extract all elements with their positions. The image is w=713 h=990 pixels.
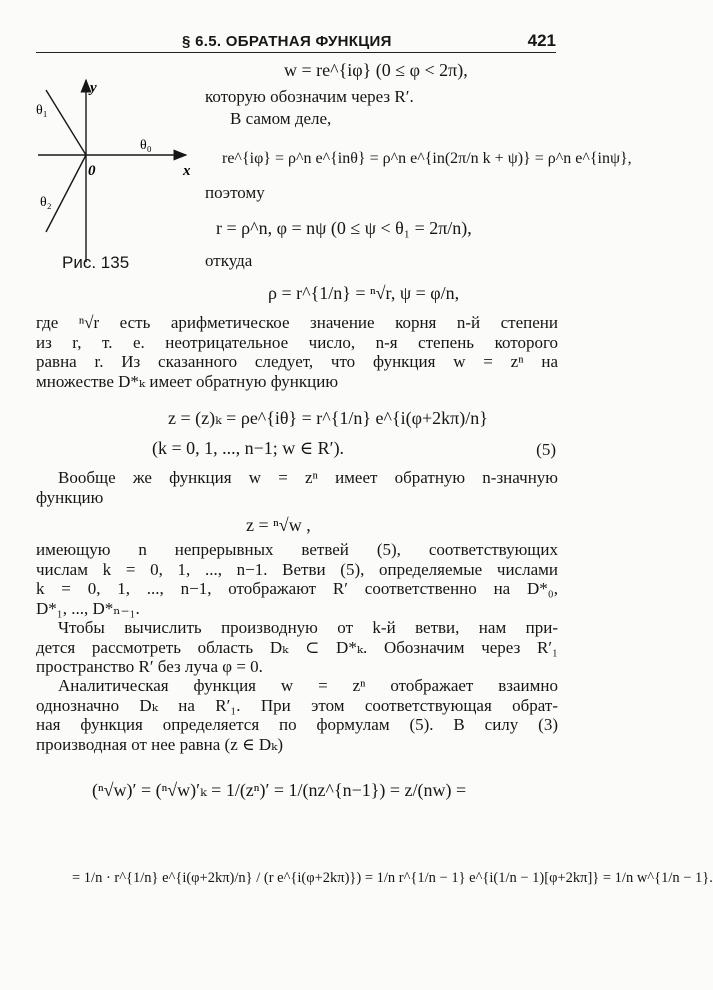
- equation-derivative-2: = 1/n · r^{1/n} e^{i(φ+2kπ)/n} / (r e^{i(φ+2kπ)}) = 1/n r^{1/n − 1} e^{i(1/n − 1)[φ+2kπ]} = 1/n w^{1/n − 1}.: [72, 870, 713, 886]
- text-therefore: поэтому: [205, 183, 265, 202]
- paragraph-3-line: имеющую n непрерывных ветвей (5), соответствующих: [36, 540, 558, 559]
- text-which: которую обозначим через R′.: [205, 87, 414, 106]
- equation-5-a: z = (z)ₖ = ρe^{iθ} = r^{1/n} e^{i(φ+2kπ)/n}: [168, 408, 488, 428]
- equation-5-b: (k = 0, 1, ..., n−1; w ∈ R′).: [152, 438, 345, 458]
- paragraph-2-line: Вообще же функция w = zⁿ имеет обратную n-значную: [58, 468, 558, 487]
- paragraph-1-line: из r, т. е. неотрицательное число, n-я степень которого: [36, 332, 558, 352]
- figure-135: [28, 72, 203, 277]
- paragraph-2: [36, 468, 558, 507]
- paragraph-3-line: D*₁, ..., D*ₙ₋₁.: [36, 598, 140, 618]
- paragraph-1-line: множестве D*ₖ имеет обратную функцию: [36, 371, 339, 391]
- paragraph-4: [36, 618, 558, 677]
- paragraph-5-line: Аналитическая функция w = zⁿ отображает взаимно: [58, 676, 558, 695]
- ray-theta1: [46, 90, 86, 155]
- paragraph-5-line: ная функция определяется по формулам (5). В силу (3): [36, 715, 558, 734]
- figure-135-diagram: [28, 72, 203, 277]
- equation-w: [284, 60, 468, 81]
- text-whence: откуда: [205, 251, 253, 270]
- paragraph-1-line: равна r. Из сказанного следует, что функция w = zⁿ на: [36, 352, 558, 371]
- equation-root: z = ⁿ√w ,: [246, 515, 311, 535]
- ray-theta2: [46, 155, 86, 232]
- paragraph-4-line: Чтобы вычислить производную от k-й ветви, нам при-: [58, 618, 558, 637]
- paragraph-3-line: числам k = 0, 1, ..., n−1. Ветви (5), определяемые числами: [36, 559, 558, 579]
- theta2-label: θ₂: [40, 195, 52, 210]
- text-indeed: В самом деле,: [230, 109, 332, 128]
- running-header: [36, 30, 556, 53]
- y-label: y: [90, 80, 97, 96]
- origin-label: 0: [88, 163, 96, 179]
- paragraph-3: [36, 540, 558, 618]
- equation-rho: ρ = r^{1/n} = ⁿ√r, ψ = φ/n,: [268, 283, 460, 303]
- paragraph-5-line: производная от нее равна (z ∈ Dₖ): [36, 734, 283, 754]
- equation-w-text: w = re^{iφ} (0 ≤ φ < 2π),: [284, 60, 468, 80]
- theta1-label: θ₁: [36, 103, 48, 118]
- paragraph-5-line: однозначно Dₖ на R′₁. При этом соответствующая обрат-: [36, 695, 558, 715]
- x-label: x: [183, 163, 191, 179]
- equation-r: r = ρ^n, φ = nψ (0 ≤ ψ < θ₁ = 2π/n),: [216, 218, 472, 238]
- theta0-label: θ₀: [140, 138, 152, 153]
- paragraph-4-line: пространство R′ без луча φ = 0.: [36, 657, 263, 676]
- page-number: 421: [527, 31, 556, 50]
- figure-caption: Рис. 135: [62, 253, 130, 272]
- paragraph-4-line: дется рассмотреть область Dₖ ⊂ D*ₖ. Обозначим через R′₁: [36, 637, 558, 657]
- paragraph-5: [36, 676, 558, 754]
- equation-derivative-1: (ⁿ√w)′ = (ⁿ√w)′ₖ = 1/(zⁿ)′ = 1/(nz^{n−1}) = z/(nw) =: [92, 780, 467, 800]
- equation-re: re^{iφ} = ρ^n e^{inθ} = ρ^n e^{in(2π/n k + ψ)} = ρ^n e^{inψ},: [222, 150, 632, 167]
- paragraph-1-line: где ⁿ√r есть арифметическое значение корня n-й степени: [36, 313, 558, 332]
- paragraph-2-line: функцию: [36, 487, 104, 507]
- paragraph-3-line: k = 0, 1, ..., n−1, отображают R′ соответственно на D*₀,: [36, 579, 558, 598]
- equation-5-number: (5): [536, 440, 556, 459]
- paragraph-1: [36, 313, 558, 391]
- running-head: § 6.5. ОБРАТНАЯ ФУНКЦИЯ: [182, 33, 392, 50]
